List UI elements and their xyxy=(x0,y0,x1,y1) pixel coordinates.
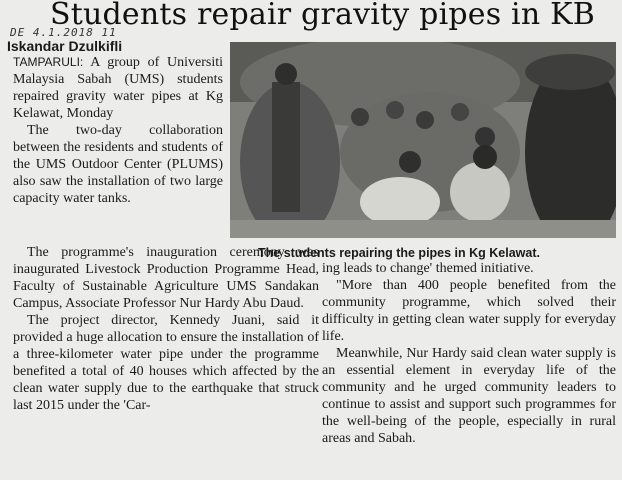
paragraph-2: The two-day collaboration between the residents and students of the UMS Outdoor Center (PLUMS) also saw the installation of two large capacity water tanks. xyxy=(13,123,223,206)
dateline: TAMPARULI: xyxy=(13,55,84,69)
article-column-1 xyxy=(13,54,223,207)
paragraph-3: The programme's inauguration ceremony was inaugurated Livestock Production Programme Head, Faculty of Sustainable Agriculture UMS Sandakan Campus, Associate Professor Nur Hardy Abu Daud. xyxy=(13,245,319,311)
paragraph-7: Meanwhile, Nur Hardy said clean water supply is an essential element in everyday life of the community and he urged community leaders to continue to assist and support such programmes for the well-being of the people, especially in rural areas and Sabah. xyxy=(322,346,616,446)
photo-caption: The students repairing the pipes in Kg Kelawat. xyxy=(258,246,540,260)
article-column-2 xyxy=(322,260,616,447)
paragraph-1-text: A group of Universiti Malaysia Sabah (UMS) students repaired gravity water pipes at Kg Kelawat, Monday xyxy=(13,55,223,121)
article-photo xyxy=(230,42,616,238)
paragraph-1 xyxy=(13,54,223,122)
paragraph-6: "More than 400 people benefited from the community programme, which solved their difficulty in getting clean water supply for everyday life. xyxy=(322,278,616,344)
handwritten-date-note: DE 4.1.2018 11 xyxy=(10,26,117,39)
photo-image xyxy=(230,42,616,238)
article-column-1-lower xyxy=(13,244,319,414)
paragraph-5: ing leads to change' themed initiative. xyxy=(322,261,534,276)
article-headline: Students repair gravity pipes in KB xyxy=(50,0,595,32)
paragraph-4: The project director, Kennedy Juani, said it provided a huge allocation to ensure the installation of a three-kilometer water pipe under the programme benefited a total of 40 houses which affected by the clean water supply due to the earthquake that struck last 2015 under the 'Car- xyxy=(13,313,319,413)
article-byline: Iskandar Dzulkifli xyxy=(7,38,123,54)
